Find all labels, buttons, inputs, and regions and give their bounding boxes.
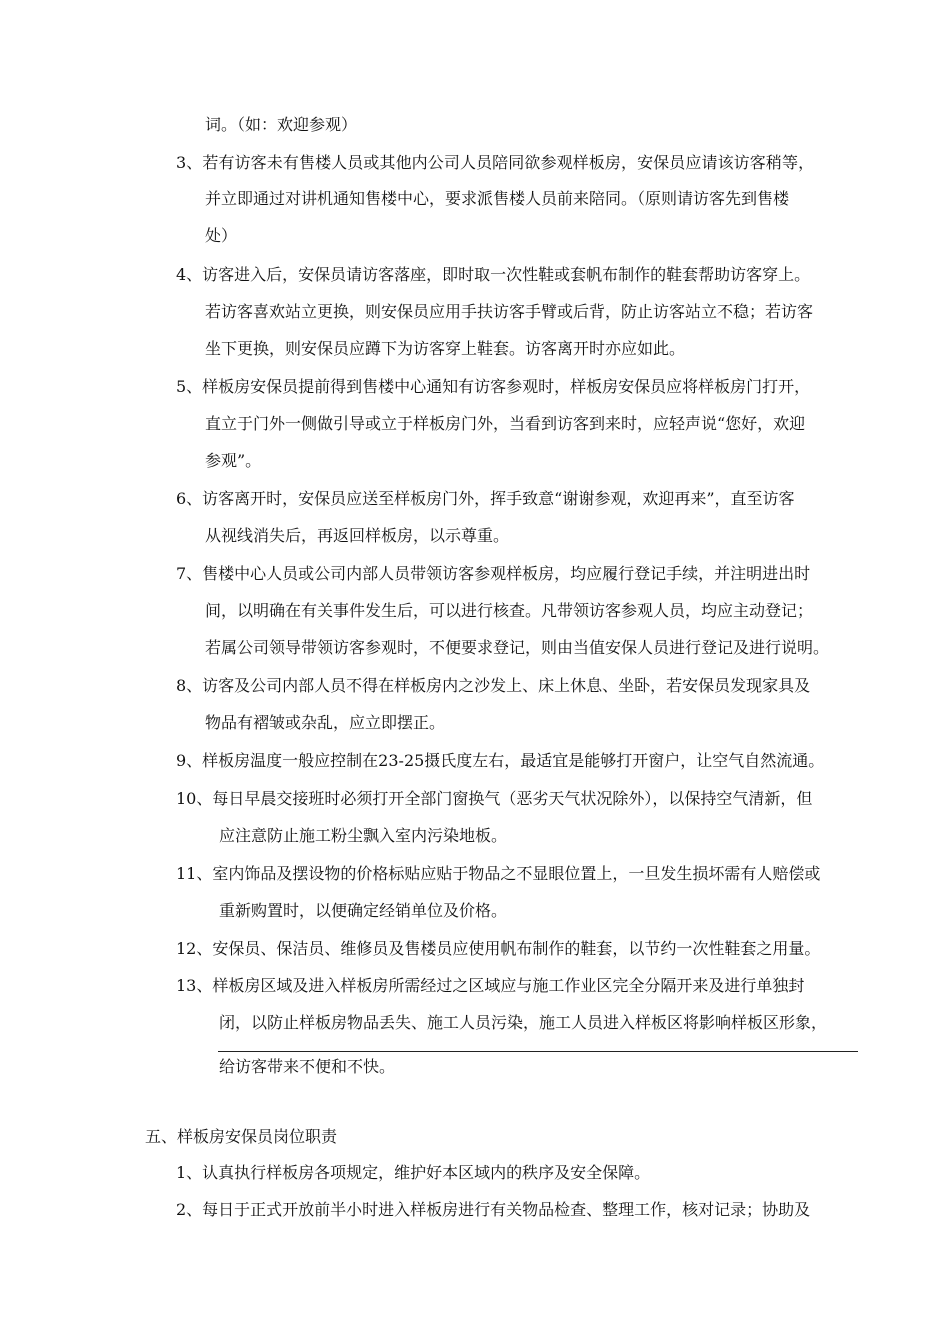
list-item-line: 若访客喜欢站立更换，则安保员应用手扶访客手臂或后背，防止访客站立不稳；若访客 bbox=[205, 302, 814, 321]
divider-line bbox=[218, 1051, 858, 1052]
list-item-line: 处） bbox=[205, 226, 238, 245]
list-item-line: 重新购置时，以便确定经销单位及价格。 bbox=[219, 901, 508, 920]
list-item-line: 13、样板房区域及进入样板房所需经过之区域应与施工作业区完全分隔开来及进行单独封 bbox=[176, 976, 805, 995]
list-item-line: 从视线消失后，再返回样板房，以示尊重。 bbox=[205, 526, 510, 545]
list-item-line: 3、若有访客未有售楼人员或其他内公司人员陪同欲参观样板房，安保员应请该访客稍等， bbox=[176, 153, 815, 172]
list-item-line: 8、访客及公司内部人员不得在样板房内之沙发上、床上休息、坐卧，若安保员发现家具及 bbox=[176, 676, 811, 695]
list-item-line: 12、安保员、保洁员、维修员及售楼员应使用帆布制作的鞋套，以节约一次性鞋套之用量。 bbox=[176, 939, 821, 958]
list-item-line: 给访客带来不便和不快。 bbox=[219, 1057, 396, 1076]
list-item-line: 11、室内饰品及摆设物的价格标贴应贴于物品之不显眼位置上，一旦发生损坏需有人赔偿或 bbox=[176, 864, 821, 883]
list-item-line: 间，以明确在有关事件发生后，可以进行核查。凡带领访客参观人员，均应主动登记； bbox=[205, 601, 814, 620]
list-item-line: 应注意防止施工粉尘飘入室内污染地板。 bbox=[219, 826, 508, 845]
list-item-line: 5、样板房安保员提前得到售楼中心通知有访客参观时，样板房安保员应将样板房门打开， bbox=[176, 377, 811, 396]
section-heading: 五、样板房安保员岗位职责 bbox=[145, 1127, 338, 1146]
list-item-line: 6、访客离开时，安保员应送至样板房门外，挥手致意“谢谢参观，欢迎再来”，直至访客 bbox=[176, 489, 795, 508]
list-item-line: 若属公司领导带领访客参观时，不便要求登记，则由当值安保人员进行登记及进行说明。 bbox=[205, 638, 830, 657]
list-item-line: 闭，以防止样板房物品丢失、施工人员污染，施工人员进入样板区将影响样板区形象， bbox=[219, 1013, 828, 1032]
list-item-line: 2、每日于正式开放前半小时进入样板房进行有关物品检查、整理工作，核对记录；协助及 bbox=[176, 1200, 811, 1219]
list-item-line: 9、样板房温度一般应控制在23-25摄氏度左右，最适宜是能够打开窗户，让空气自然流通。 bbox=[176, 751, 825, 770]
list-item-line: 直立于门外一侧做引导或立于样板房门外，当看到访客到来时，应轻声说“您好，欢迎 bbox=[205, 414, 806, 433]
list-item-line: 10、每日早晨交接班时必须打开全部门窗换气（恶劣天气状况除外），以保持空气清新，但 bbox=[176, 789, 813, 808]
list-item-line: 7、售楼中心人员或公司内部人员带领访客参观样板房，均应履行登记手续，并注明进出时 bbox=[176, 564, 811, 583]
list-item-line: 并立即通过对讲机通知售楼中心，要求派售楼人员前来陪同。（原则请访客先到售楼 bbox=[205, 189, 790, 208]
list-item-line: 4、访客进入后，安保员请访客落座，即时取一次性鞋或套帆布制作的鞋套帮助访客穿上。 bbox=[176, 265, 811, 284]
intro-line: 词。（如：欢迎参观） bbox=[205, 115, 358, 134]
list-item-line: 参观”。 bbox=[205, 451, 262, 470]
list-item-line: 物品有褶皱或杂乱，应立即摆正。 bbox=[205, 713, 446, 732]
list-item-line: 坐下更换，则安保员应蹲下为访客穿上鞋套。访客离开时亦应如此。 bbox=[205, 339, 686, 358]
list-item-line: 1、认真执行样板房各项规定，维护好本区域内的秩序及安全保障。 bbox=[176, 1163, 651, 1182]
